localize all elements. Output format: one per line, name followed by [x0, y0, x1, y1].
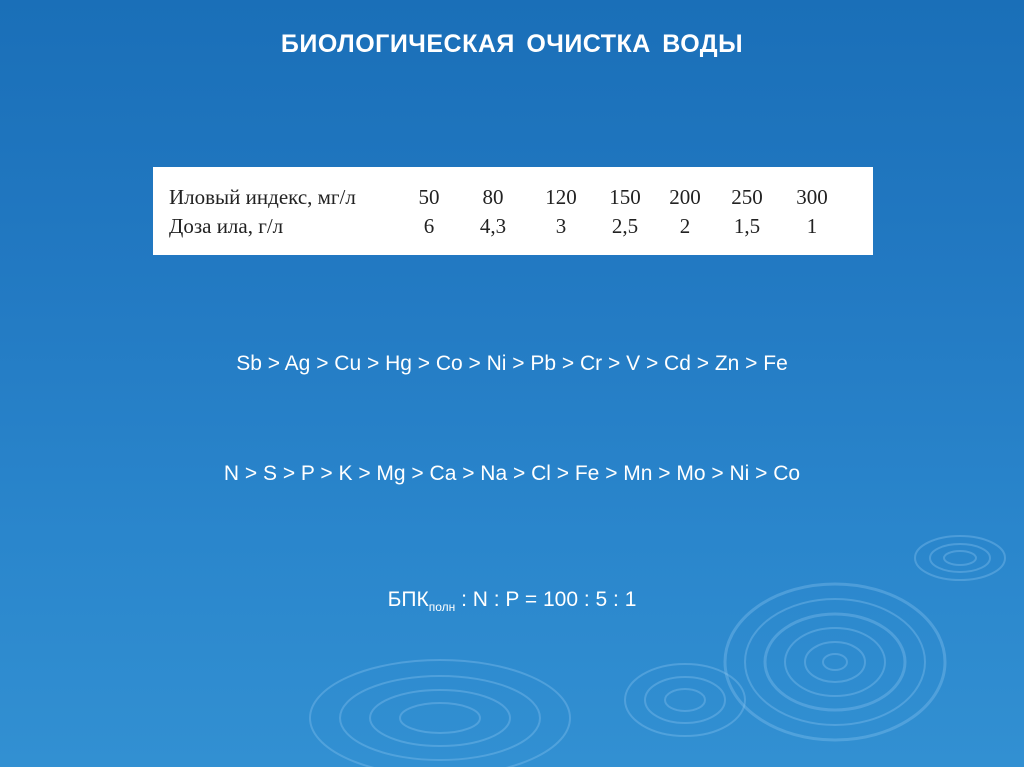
slide-title: БИОЛОГИЧЕСКАЯ ОЧИСТКА ВОДЫ — [280, 30, 744, 58]
sludge-table-image — [153, 167, 873, 255]
table-cell: 2,5 — [611, 214, 639, 238]
table-row — [169, 183, 843, 212]
element-need-series: N > S > P > K > Mg > Ca > Na > Cl > Fe > Mn > Mo > Ni > Co — [223, 462, 801, 485]
bod-subscript: полн — [428, 600, 456, 614]
table-cell: 6 — [423, 214, 435, 238]
table-cell: 1,5 — [733, 214, 761, 238]
sludge-table — [169, 183, 843, 241]
table-cell: 3 — [555, 214, 567, 238]
table-cell: 4,3 — [479, 214, 507, 238]
table-cell: 120 — [545, 185, 577, 209]
table-cell: 1 — [806, 214, 818, 238]
table-cell: 150 — [609, 185, 641, 209]
table-cell: 2 — [679, 214, 691, 238]
table-cell: 250 — [731, 185, 763, 209]
bod-ratio — [0, 588, 1024, 612]
table-cell: 50 — [418, 185, 440, 209]
bod-label: БПК — [387, 588, 429, 611]
metal-toxicity-series: Sb > Ag > Cu > Hg > Co > Ni > Pb > Cr > V > Cd > Zn > Fe — [236, 352, 788, 375]
table-cell: 200 — [669, 185, 701, 209]
row-label: Иловый индекс, мг/л — [169, 185, 356, 209]
table-row — [169, 212, 843, 241]
row-label: Доза ила, г/л — [169, 214, 284, 238]
table-cell: 300 — [796, 185, 828, 209]
ratio-values: : N : P = 100 : 5 : 1 — [455, 588, 637, 611]
table-cell: 80 — [482, 185, 504, 209]
